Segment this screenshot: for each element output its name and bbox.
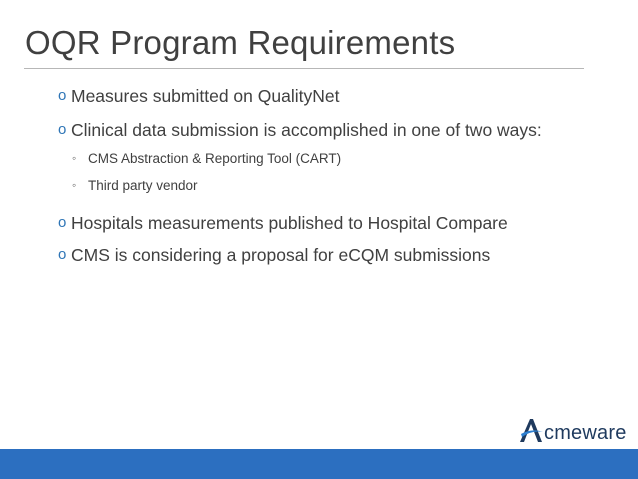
- bullet-item: [58, 84, 568, 108]
- acmeware-logo: [518, 416, 627, 444]
- bullet-text: Clinical data submission is accomplished in one of two ways:: [71, 120, 542, 140]
- sub-bullet-item: [58, 177, 568, 195]
- sub-bullet-item: [58, 150, 568, 168]
- bullet-item: [58, 211, 568, 235]
- acmeware-a-icon: [518, 416, 544, 444]
- bullet-text: CMS is considering a proposal for eCQM submissions: [71, 245, 491, 265]
- slide-title: OQR Program Requirements: [25, 24, 456, 61]
- sub-bullet-text: Third party vendor: [88, 178, 198, 193]
- sub-bullet-text: CMS Abstraction & Reporting Tool (CART): [88, 151, 342, 166]
- sub-bullet-marker: ◦: [72, 151, 77, 165]
- bullet-item: [58, 243, 568, 267]
- bullet-text: Measures submitted on QualityNet: [71, 86, 340, 106]
- bullet-item: [58, 118, 568, 142]
- bullet-marker: o: [58, 87, 67, 104]
- bullet-marker: o: [58, 246, 67, 263]
- title-divider: [24, 68, 584, 69]
- footer-bar: [0, 449, 638, 479]
- bullet-marker: o: [58, 214, 67, 231]
- bullet-marker: o: [58, 121, 67, 138]
- sub-bullet-marker: ◦: [72, 178, 77, 192]
- bullet-text: Hospitals measurements published to Hospital Compare: [71, 213, 508, 233]
- logo-wordmark: cmeware: [544, 422, 627, 444]
- bullet-list: [58, 84, 568, 267]
